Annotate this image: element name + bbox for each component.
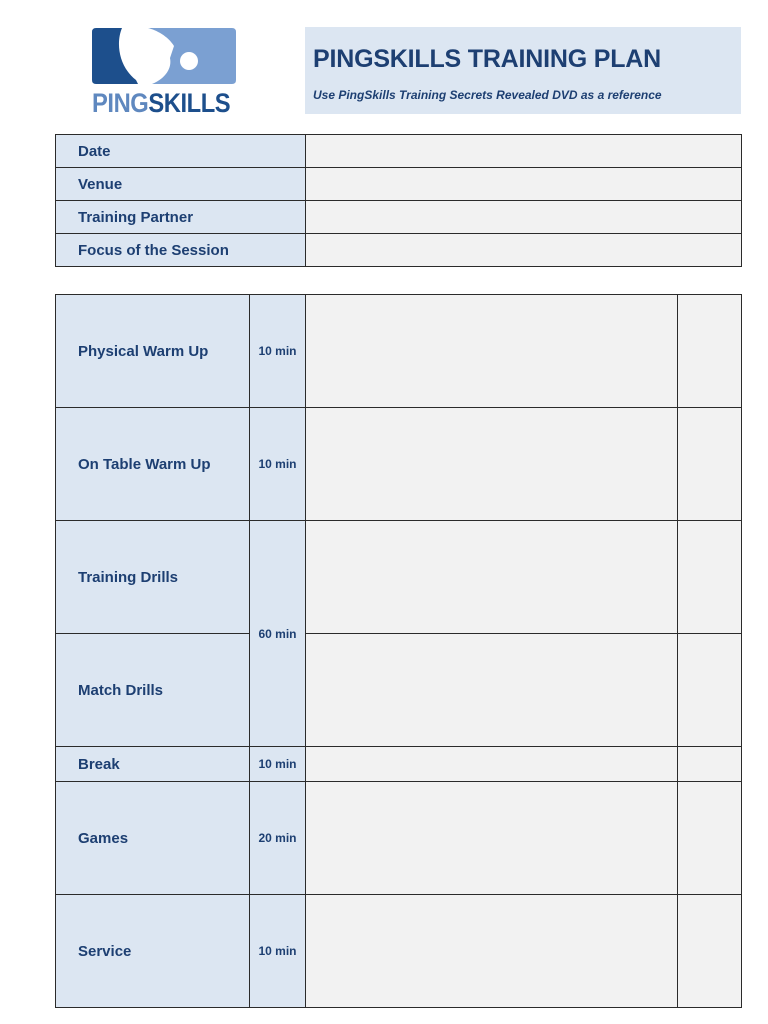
session-row-match-drills: [56, 634, 742, 747]
session-check-field[interactable]: [678, 521, 742, 634]
session-notes-field[interactable]: [306, 747, 678, 782]
logo-wordmark: PINGSKILLS: [92, 88, 231, 118]
session-label: Games: [56, 782, 250, 895]
session-label: Service: [56, 895, 250, 1008]
session-duration: 60 min: [250, 521, 306, 747]
session-notes-field[interactable]: [306, 634, 678, 747]
session-row-on-table-warm-up: [56, 408, 742, 521]
focus-field[interactable]: [306, 234, 742, 267]
session-check-field[interactable]: [678, 408, 742, 521]
session-check-field[interactable]: [678, 634, 742, 747]
training-partner-label: Training Partner: [56, 201, 306, 234]
session-duration: 10 min: [250, 408, 306, 521]
info-row-date: [56, 135, 742, 168]
title-box: [305, 27, 741, 114]
info-row-venue: [56, 168, 742, 201]
session-duration: 10 min: [250, 895, 306, 1008]
session-check-field[interactable]: [678, 295, 742, 408]
session-label: Physical Warm Up: [56, 295, 250, 408]
session-notes-field[interactable]: [306, 521, 678, 634]
session-duration: 10 min: [250, 295, 306, 408]
session-notes-field[interactable]: [306, 408, 678, 521]
session-row-break: [56, 747, 742, 782]
venue-label: Venue: [56, 168, 306, 201]
session-check-field[interactable]: [678, 782, 742, 895]
session-row-physical-warm-up: [56, 295, 742, 408]
ping-pong-ball-icon: [92, 28, 236, 86]
session-notes-field[interactable]: [306, 782, 678, 895]
session-check-field[interactable]: [678, 895, 742, 1008]
session-duration: 10 min: [250, 747, 306, 782]
session-check-field[interactable]: [678, 747, 742, 782]
page-title: PINGSKILLS TRAINING PLAN: [313, 45, 661, 73]
page-subtitle: Use PingSkills Training Secrets Revealed DVD as a reference: [313, 88, 662, 102]
session-label: On Table Warm Up: [56, 408, 250, 521]
session-row-service: [56, 895, 742, 1008]
info-row-focus: [56, 234, 742, 267]
session-label: Match Drills: [56, 634, 250, 747]
date-field[interactable]: [306, 135, 742, 168]
focus-label: Focus of the Session: [56, 234, 306, 267]
session-row-training-drills: [56, 521, 742, 634]
venue-field[interactable]: [306, 168, 742, 201]
pingskills-logo: [92, 28, 236, 120]
session-notes-field[interactable]: [306, 295, 678, 408]
session-row-games: [56, 782, 742, 895]
session-label: Training Drills: [56, 521, 250, 634]
date-label: Date: [56, 135, 306, 168]
info-row-training-partner: [56, 201, 742, 234]
training-partner-field[interactable]: [306, 201, 742, 234]
session-duration: 20 min: [250, 782, 306, 895]
training-plan-table: [55, 294, 742, 1008]
session-info-table: [55, 134, 742, 267]
session-notes-field[interactable]: [306, 895, 678, 1008]
session-label: Break: [56, 747, 250, 782]
